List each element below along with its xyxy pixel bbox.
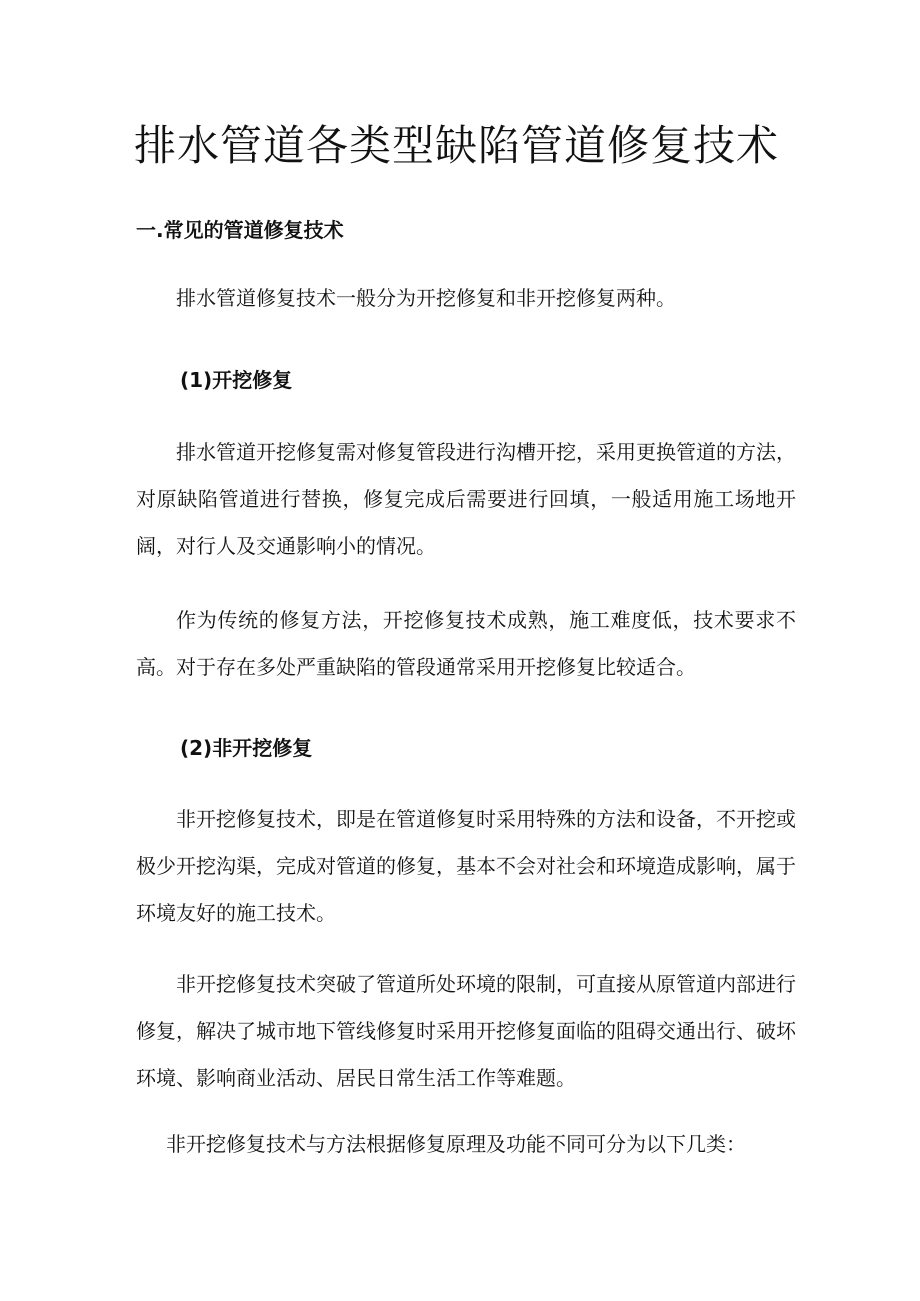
paragraph-trenchless-benefits: 非开挖修复技术突破了管道所处环境的限制，可直接从原管道内部进行修复，解决了城市地下管线修复时采用开挖修复面临的阻碍交通出行、破坏环境、影响商业活动、居民日常生活工作等难题。 — [136, 972, 796, 1090]
document-title: 排水管道各类型缺陷管道修复技术 — [134, 121, 780, 170]
paragraph-trenchless-categories: 非开挖修复技术与方法根据修复原理及功能不同可分为以下几类： — [166, 1132, 746, 1156]
section-heading-common-repair: 一.常见的管道修复技术 — [136, 218, 344, 242]
subheading-open-cut-repair: (1)开挖修复 — [180, 368, 293, 392]
paragraph-open-cut-advantages: 作为传统的修复方法，开挖修复技术成熟，施工难度低，技术要求不高。对于存在多处严重缺陷的管段通常采用开挖修复比较适合。 — [136, 608, 796, 679]
paragraph-open-cut-description: 排水管道开挖修复需对修复管段进行沟槽开挖，采用更换管道的方法，对原缺陷管道进行替换，修复完成后需要进行回填，一般适用施工场地开阔，对行人及交通影响小的情况。 — [136, 440, 796, 558]
paragraph-intro: 排水管道修复技术一般分为开挖修复和非开挖修复两种。 — [176, 286, 676, 310]
subheading-trenchless-repair: (2)非开挖修复 — [180, 736, 313, 760]
paragraph-trenchless-description: 非开挖修复技术，即是在管道修复时采用特殊的方法和设备，不开挖或极少开挖沟渠，完成对管道的修复，基本不会对社会和环境造成影响，属于环境友好的施工技术。 — [136, 807, 796, 925]
